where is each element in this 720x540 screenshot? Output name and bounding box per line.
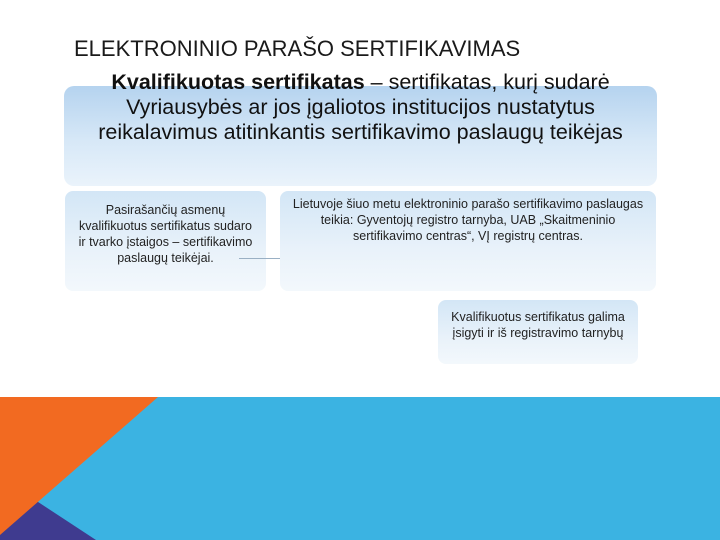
registration-text: Kvalifikuotus sertifikatus galima įsigyti ir iš registravimo tarnybų — [451, 310, 625, 340]
connector-line — [239, 258, 281, 259]
footer-orange-shape — [0, 397, 158, 535]
definition-text — [64, 70, 657, 145]
issuers-text: Pasirašančių asmenų kvalifikuotus sertifikatus sudaro ir tvarko įstaigos – sertifikavimo paslaugų teikėjai. — [78, 203, 253, 265]
issuers-box — [65, 191, 266, 291]
slide-title: ELEKTRONINIO PARAŠO SERTIFIKAVIMAS — [74, 36, 521, 61]
footer-decoration — [0, 397, 720, 540]
providers-box — [280, 191, 656, 291]
registration-box — [438, 300, 638, 364]
providers-text: Lietuvoje šiuo metu elektroninio parašo sertifikavimo paslaugas teikia: Gyventojų registro tarnyba, UAB „Skaitmeninio sertifikavimo centras“, VĮ registrų centras. — [292, 197, 644, 243]
definition-term: Kvalifikuotas sertifikatas — [111, 70, 365, 94]
definition-body: – sertifikatas, kurį sudarė Vyriausybės ar jos įgaliotos institucijos nustatytus reikalavimus atitinkantis sertifikavimo paslaugų teikėjas — [98, 70, 623, 144]
